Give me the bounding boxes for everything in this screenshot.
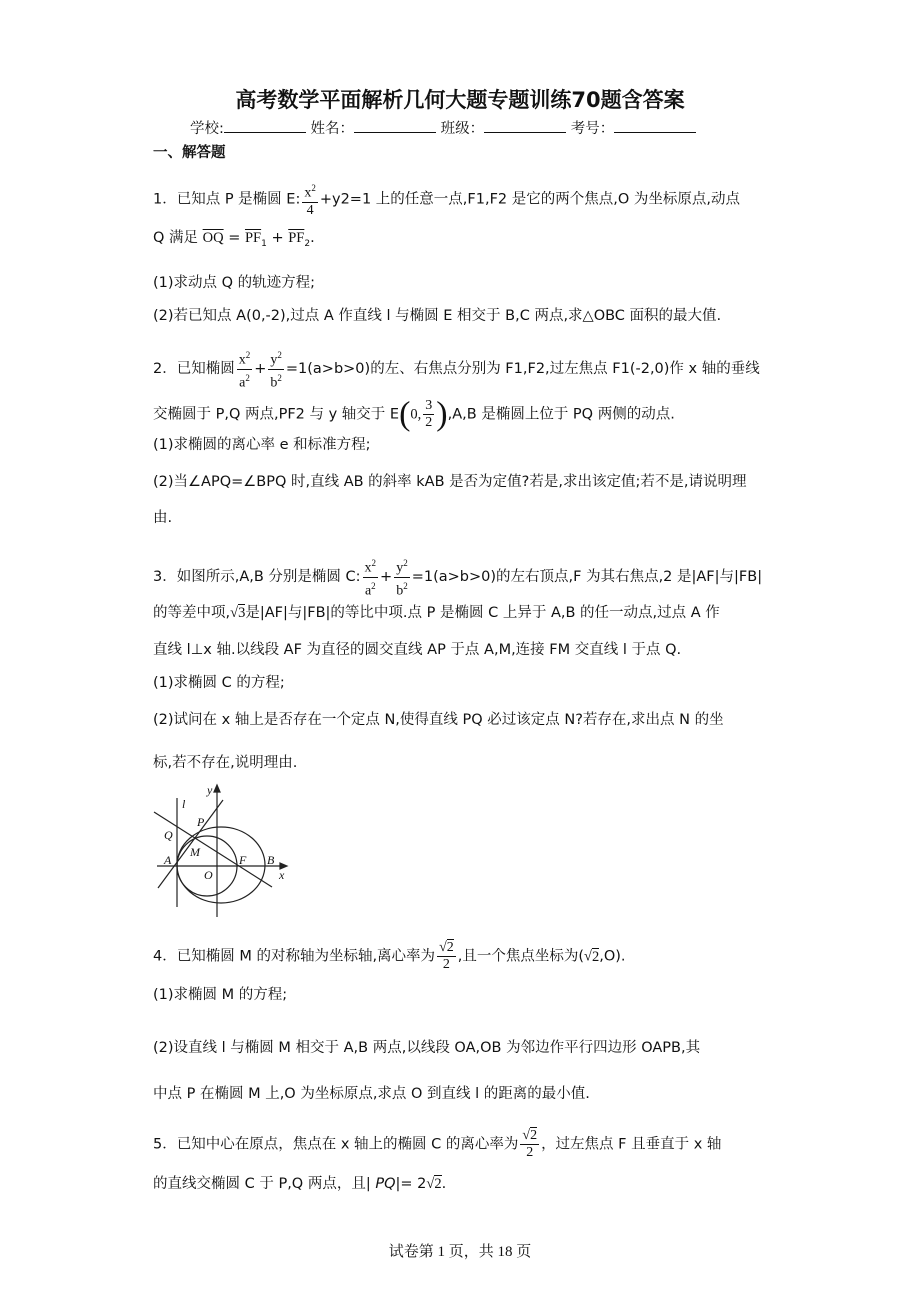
text: + — [380, 569, 393, 586]
document-title: 高考数学平面解析几何大题专题训练70题含答案 — [235, 88, 685, 112]
number-label: 考号： — [570, 121, 615, 137]
problem-1-line-2 — [153, 228, 315, 254]
problem-4-line-1 — [153, 940, 626, 973]
problem-1-part-1: (1)求动点 Q 的轨迹方程; — [153, 275, 316, 291]
label-l: l — [182, 797, 186, 811]
text: 2 — [403, 580, 408, 591]
text: b — [396, 583, 404, 599]
sqrt: √2 — [426, 1176, 442, 1192]
text: |= 2 — [395, 1176, 427, 1192]
text: y — [396, 560, 404, 576]
label-a: A — [164, 853, 172, 867]
text: ,O). — [599, 948, 626, 965]
page-footer: 试卷第 1 页，共 18 页 — [388, 1244, 532, 1260]
text: a — [239, 375, 246, 391]
text: 2 — [526, 1145, 534, 1160]
vector: $\overline{PF}$ — [244, 230, 262, 246]
problem-4-part-2: (2)设直线 l 与椭圆 M 相交于 A,B 两点,以线段 OA,OB 为邻边作平行四边形 OAPB,其 — [153, 1040, 701, 1056]
text: = — [223, 230, 245, 246]
fraction: $\frac{√2}{2}$ — [522, 1128, 538, 1160]
fraction — [394, 555, 410, 599]
paren: ( — [399, 395, 411, 433]
name-label: 姓名： — [310, 121, 354, 137]
label-b: B — [267, 853, 275, 867]
fraction — [302, 180, 318, 219]
text: 2．已知椭圆 — [153, 361, 235, 378]
vector: $\overline{PF}$ — [288, 230, 305, 246]
label-m: M — [190, 845, 200, 859]
text: Q 满足 — [153, 230, 199, 246]
text: =1(a>b>0)的左右顶点,F 为其右焦点,2 是|AF|与|FB| — [411, 569, 763, 586]
class-blank — [484, 118, 566, 133]
text: 2 — [442, 957, 450, 972]
fraction — [363, 555, 379, 599]
school-blank — [224, 118, 306, 133]
problem-3-part-1: (1)求椭圆 C 的方程; — [153, 675, 285, 691]
text: + — [266, 230, 289, 246]
school-label: 学校: — [190, 121, 224, 137]
text: 3 — [238, 605, 246, 621]
sqrt: √2 — [584, 948, 600, 965]
sqrt: √3 — [230, 605, 246, 621]
vector: $\overline{OQ}$ — [202, 230, 224, 246]
y-axis-arrow — [214, 785, 220, 792]
text: 2 — [311, 183, 316, 193]
text: ，过左焦点 F 且垂直于 x 轴 — [541, 1136, 722, 1153]
text: b — [270, 375, 278, 391]
text: 5．已知中心在原点，焦点在 x 轴上的椭圆 C 的离心率为 — [153, 1136, 519, 1153]
text: 3．如图所示,A,B 分别是椭圆 C: — [153, 569, 361, 586]
problem-1-line-1 — [153, 180, 740, 219]
label-q: Q — [164, 828, 173, 842]
text: 1 — [261, 238, 267, 249]
text: =1(a>b>0)的左、右焦点分别为 F1,F2,过左焦点 F1(-2,0)作 x 轴的垂线 — [285, 361, 760, 378]
text: ,A,B 是椭圆上位于 PQ 两侧的动点. — [447, 406, 675, 423]
student-info-line — [190, 118, 696, 139]
line-qf — [154, 812, 272, 887]
text: 的等差中项, — [153, 605, 231, 621]
text: ,且一个焦点坐标为( — [457, 948, 585, 965]
problem-2-line-2 — [153, 395, 675, 433]
problem-2-part-2: (2)当∠APQ=∠BPQ 时,直线 AB 的斜率 kAB 是否为定值?若是,求出该定值;若不是,请说明理 — [153, 474, 747, 490]
problem-5-line-1 — [153, 1128, 721, 1161]
text: PQ — [375, 1176, 396, 1192]
text: 3 — [425, 398, 433, 413]
text: 2 — [403, 558, 408, 568]
problem-4-part-2-cont: 中点 P 在椭圆 M 上,O 为坐标原点,求点 O 到直线 l 的距离的最小值. — [153, 1086, 590, 1102]
fraction — [268, 347, 284, 391]
problem-3-part-2: (2)试问在 x 轴上是否存在一个定点 N,使得直线 PQ 必过该定点 N?若存在,求出点 N 的坐 — [153, 712, 724, 728]
text: +y2=1 上的任意一点,F1,F2 是它的两个焦点,O 为坐标原点,动点 — [319, 191, 740, 208]
ellipse-figure — [145, 780, 295, 920]
text: . — [441, 1176, 447, 1192]
text: 是|AF|与|FB|的等比中项.点 P 是椭圆 C 上异于 A,B 的任一动点,过点 A 作 — [245, 605, 720, 621]
section-heading: 一、解答题 — [153, 145, 226, 161]
text: 1．已知点 P 是椭圆 E: — [153, 191, 301, 208]
text: 交椭圆于 P,Q 两点,PF2 与 y 轴交于 E — [153, 406, 400, 423]
text: a — [364, 583, 372, 599]
text: 的直线交椭圆 C 于 P,Q 两点，且| — [153, 1176, 371, 1192]
text: 2 — [371, 580, 376, 591]
label-f: F — [239, 853, 247, 867]
text: . — [310, 230, 315, 246]
line-ap — [158, 800, 223, 888]
problem-2-line-1 — [153, 347, 760, 391]
label-x: x — [279, 868, 285, 882]
text: x — [364, 560, 372, 576]
problem-5-line-2 — [153, 1174, 446, 1194]
text: 4 — [306, 202, 314, 218]
text: 2 — [277, 350, 282, 360]
text: 0, — [410, 406, 422, 423]
text: 2 — [446, 940, 454, 955]
paren: ) — [436, 395, 448, 433]
text: y — [270, 352, 278, 368]
text: 2 — [277, 372, 282, 383]
text: 2 — [304, 238, 311, 249]
fraction — [423, 398, 434, 431]
text: 4．已知椭圆 M 的对称轴为坐标轴,离心率为 — [153, 948, 436, 965]
label-p: P — [197, 815, 205, 829]
text: 2 — [245, 350, 251, 360]
text: x — [304, 185, 312, 201]
problem-2-part-2-cont: 由. — [153, 510, 173, 526]
problem-2-part-1: (1)求椭圆的离心率 e 和标准方程; — [153, 437, 371, 453]
problem-3-line-3: 直线 l⊥x 轴.以线段 AF 为直径的圆交直线 AP 于点 A,M,连接 FM 交直线 l 于点 Q. — [153, 642, 682, 658]
text: 2 — [371, 558, 377, 568]
text: x — [238, 352, 246, 368]
problem-1-part-2: (2)若已知点 A(0,-2),过点 A 作直线 l 与椭圆 E 相交于 B,C 两点,求△OBC 面积的最大值. — [153, 308, 722, 324]
text: 2 — [425, 415, 433, 430]
problem-3-line-1 — [153, 555, 762, 599]
class-label: 班级： — [440, 121, 485, 137]
text: 2 — [530, 1128, 538, 1143]
text: 2 — [591, 948, 600, 965]
label-y: y — [207, 783, 213, 797]
text: 2 — [434, 1176, 442, 1192]
ellipse-c — [177, 827, 265, 903]
problem-3-part-2-cont: 标,若不存在,说明理由. — [153, 755, 298, 771]
problem-3-line-2 — [153, 603, 720, 623]
problem-4-part-1: (1)求椭圆 M 的方程; — [153, 987, 288, 1003]
text: 2 — [245, 372, 250, 383]
label-o: O — [204, 868, 213, 882]
fraction — [237, 347, 253, 391]
name-blank — [354, 118, 436, 133]
text: + — [254, 361, 267, 378]
fraction: $\frac{√2}{2}$ — [439, 940, 454, 972]
number-blank — [614, 118, 696, 133]
